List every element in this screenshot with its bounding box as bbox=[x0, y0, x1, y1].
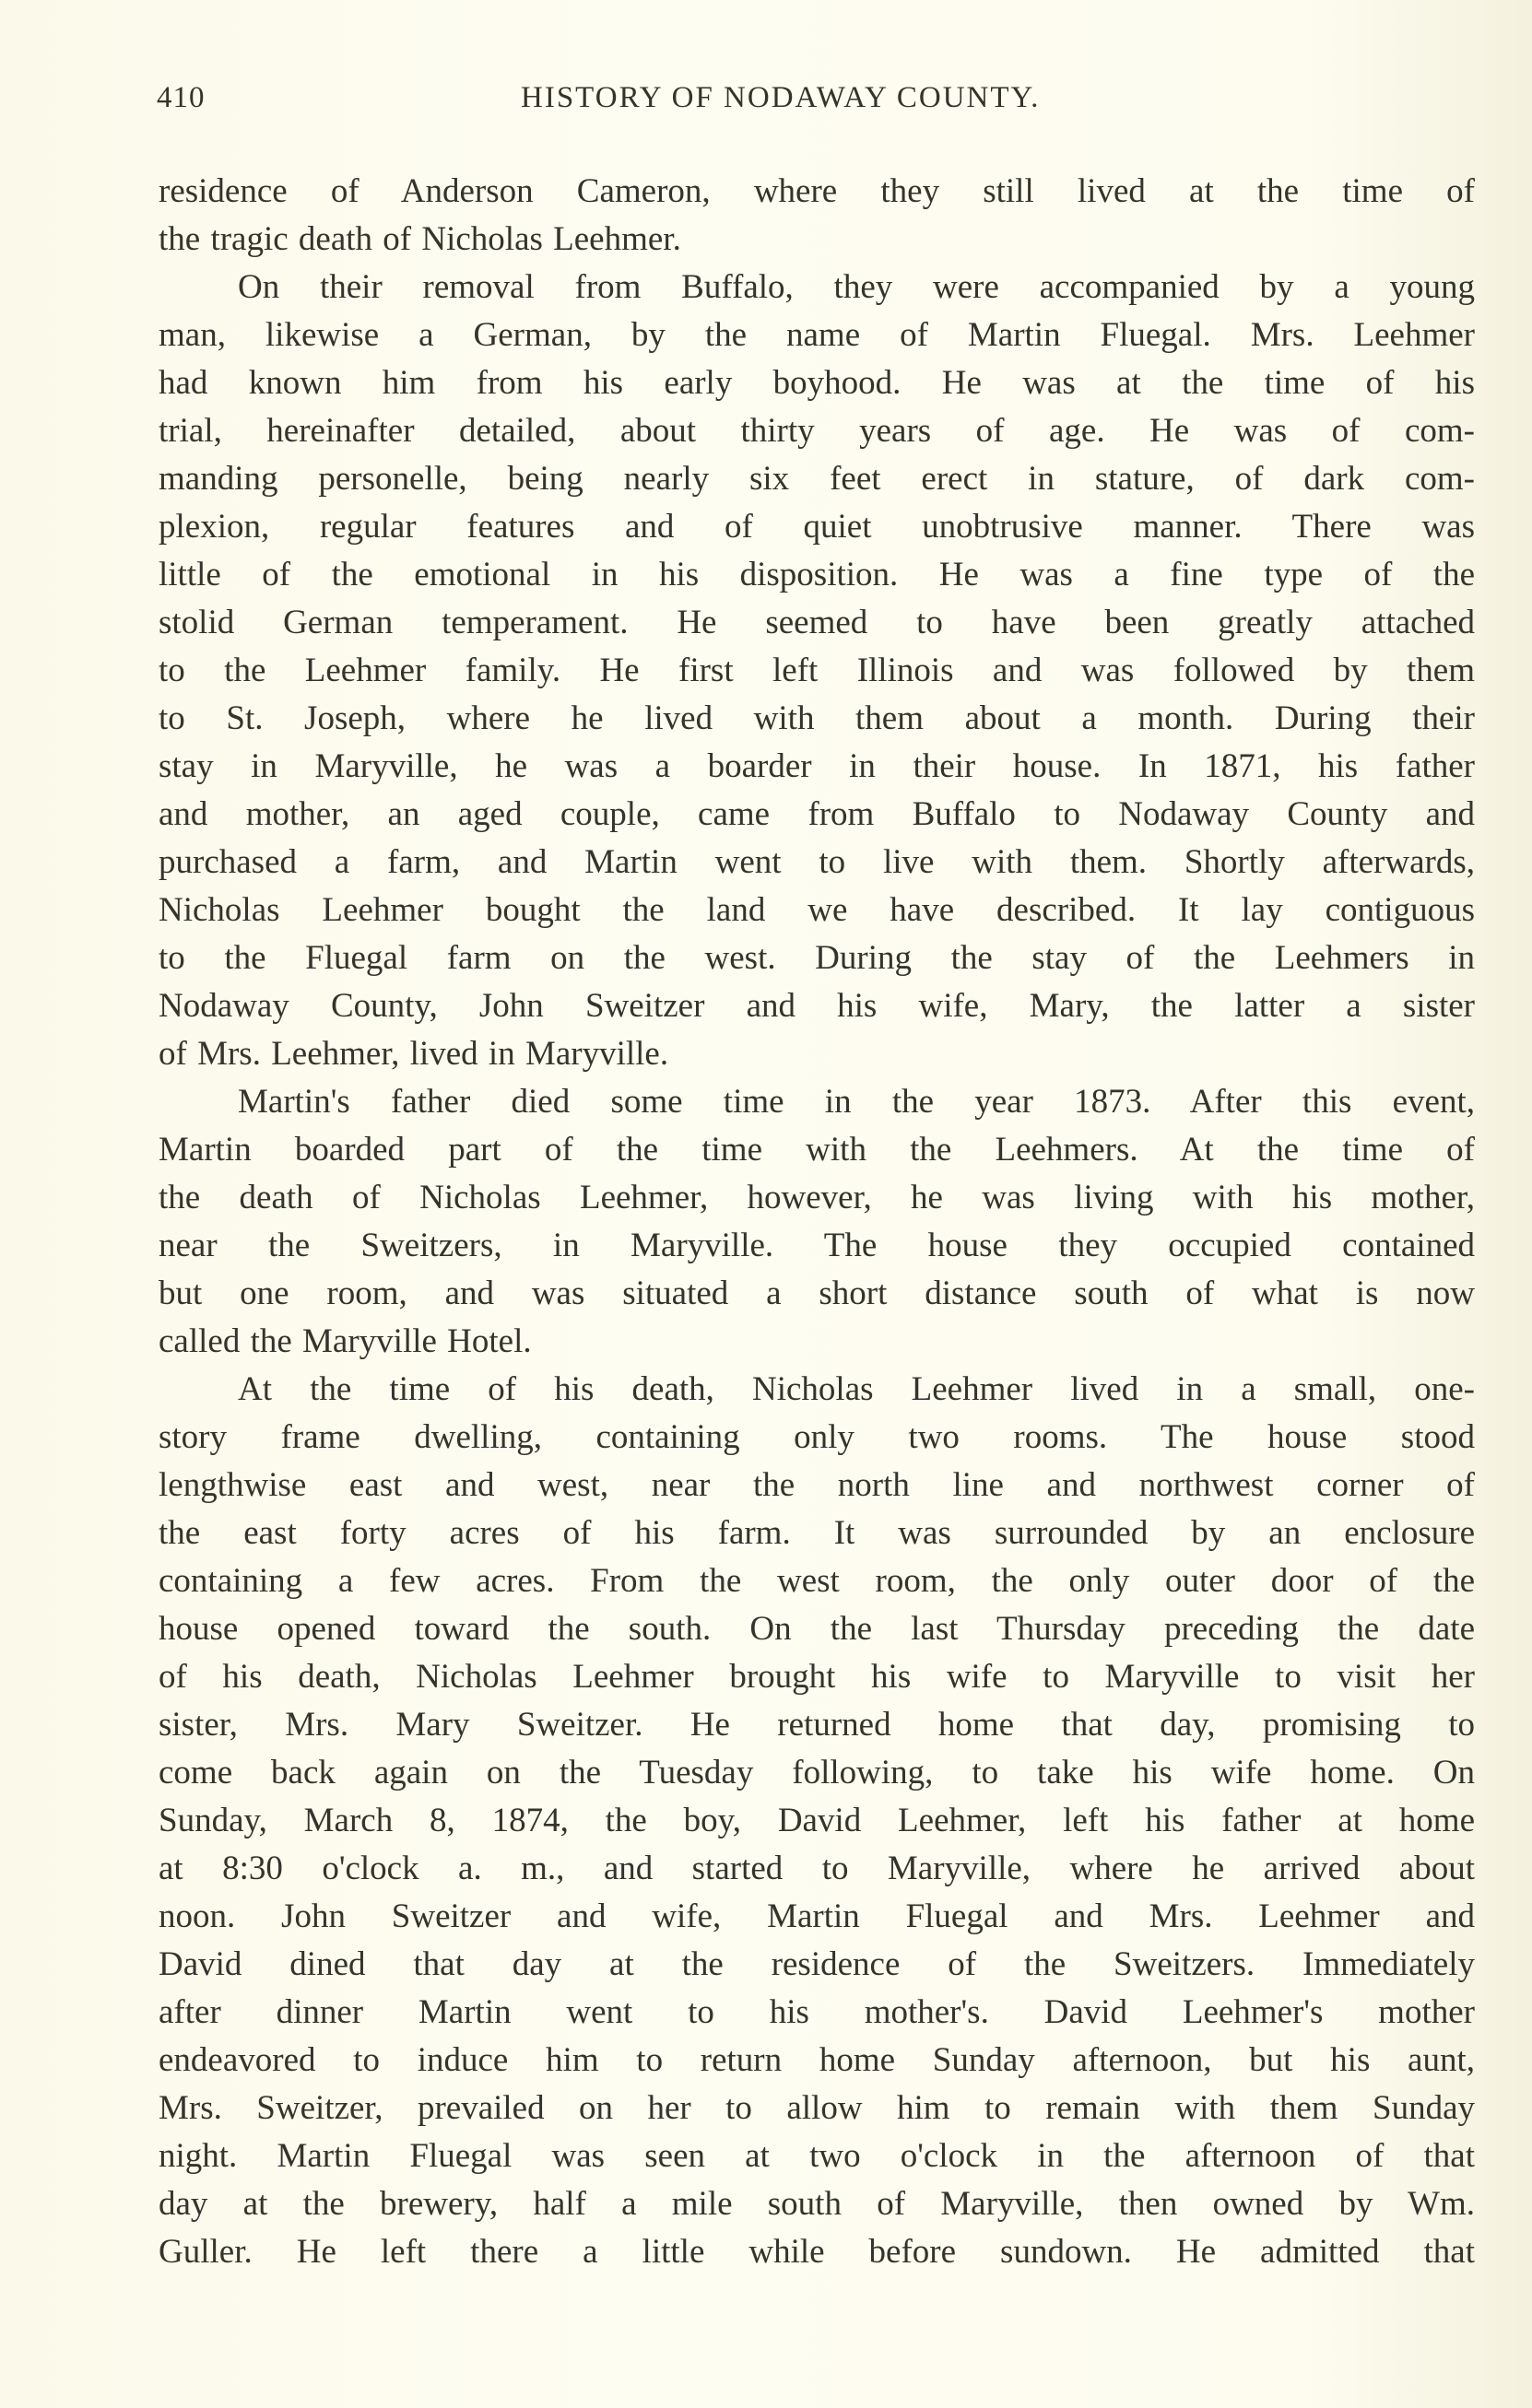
text-line: containing a few acres. From the west room, the only outer door of the bbox=[159, 1562, 1475, 1600]
paragraph bbox=[159, 1078, 1475, 1366]
text-line: At the time of his death, Nicholas Leehmer lived in a small, one- bbox=[238, 1370, 1475, 1408]
text-line: after dinner Martin went to his mother's. David Leehmer's mother bbox=[159, 1993, 1475, 2031]
text-line: man, likewise a German, by the name of Martin Fluegal. Mrs. Leehmer bbox=[159, 316, 1475, 354]
body-text bbox=[159, 168, 1475, 2276]
text-line: Guller. He left there a little while before sundown. He admitted that bbox=[159, 2233, 1475, 2271]
running-title: HISTORY OF NODAWAY COUNTY. bbox=[521, 81, 1041, 114]
text-line: at 8:30 o'clock a. m., and started to Maryville, where he arrived about bbox=[159, 1850, 1475, 1887]
text-line: Mrs. Sweitzer, prevailed on her to allow him to remain with them Sunday bbox=[159, 2089, 1475, 2127]
text-line: lengthwise east and west, near the north line and northwest corner of bbox=[159, 1466, 1475, 1504]
text-line: of Mrs. Leehmer, lived in Maryville. bbox=[159, 1035, 669, 1073]
text-line: sister, Mrs. Mary Sweitzer. He returned home that day, promising to bbox=[159, 1706, 1475, 1744]
text-line: called the Maryville Hotel. bbox=[159, 1322, 532, 1360]
text-line: the east forty acres of his farm. It was surrounded by an enclosure bbox=[159, 1514, 1475, 1552]
text-line: to the Fluegal farm on the west. During the stay of the Leehmers in bbox=[159, 939, 1475, 977]
text-line: stolid German temperament. He seemed to have been greatly attached bbox=[159, 604, 1475, 641]
text-line: but one room, and was situated a short distance south of what is now bbox=[159, 1274, 1475, 1312]
text-line: purchased a farm, and Martin went to live with them. Shortly afterwards, bbox=[159, 843, 1475, 881]
text-line: endeavored to induce him to return home Sunday afternoon, but his aunt, bbox=[159, 2041, 1475, 2079]
text-line: night. Martin Fluegal was seen at two o'clock in the afternoon of that bbox=[159, 2137, 1475, 2175]
text-line: to the Leehmer family. He first left Illinois and was followed by them bbox=[159, 652, 1475, 689]
paragraph bbox=[159, 168, 1475, 264]
text-line: day at the brewery, half a mile south of Maryville, then owned by Wm. bbox=[159, 2185, 1475, 2223]
paragraph bbox=[159, 264, 1475, 1078]
text-line: manding personelle, being nearly six feet erect in stature, of dark com- bbox=[159, 460, 1475, 498]
text-line: story frame dwelling, containing only two rooms. The house stood bbox=[159, 1418, 1475, 1456]
text-line: trial, hereinafter detailed, about thirty years of age. He was of com- bbox=[159, 412, 1475, 450]
text-line: plexion, regular features and of quiet unobtrusive manner. There was bbox=[159, 508, 1475, 546]
text-line: Martin's father died some time in the year 1873. After this event, bbox=[238, 1083, 1475, 1121]
text-line: Nicholas Leehmer bought the land we have described. It lay contiguous bbox=[159, 891, 1475, 929]
text-line: David dined that day at the residence of the Sweitzers. Immediately bbox=[159, 1945, 1475, 1983]
text-line: the death of Nicholas Leehmer, however, he was living with his mother, bbox=[159, 1179, 1475, 1216]
text-line: to St. Joseph, where he lived with them about a month. During their bbox=[159, 699, 1475, 737]
text-line: come back again on the Tuesday following, to take his wife home. On bbox=[159, 1754, 1475, 1791]
text-line: Nodaway County, John Sweitzer and his wife, Mary, the latter a sister bbox=[159, 987, 1475, 1025]
text-line: the tragic death of Nicholas Leehmer. bbox=[159, 220, 681, 258]
text-line: near the Sweitzers, in Maryville. The house they occupied contained bbox=[159, 1227, 1475, 1264]
page-number: 410 bbox=[157, 81, 206, 114]
text-line: On their removal from Buffalo, they were accompanied by a young bbox=[238, 268, 1475, 306]
text-line: of his death, Nicholas Leehmer brought his wife to Maryville to visit her bbox=[159, 1658, 1475, 1696]
paragraph bbox=[159, 1366, 1475, 2276]
text-line: Sunday, March 8, 1874, the boy, David Leehmer, left his father at home bbox=[159, 1802, 1475, 1839]
text-line: Martin boarded part of the time with the Leehmers. At the time of bbox=[159, 1131, 1475, 1169]
text-line: noon. John Sweitzer and wife, Martin Fluegal and Mrs. Leehmer and bbox=[159, 1897, 1475, 1935]
text-line: little of the emotional in his disposition. He was a fine type of the bbox=[159, 556, 1475, 593]
text-line: stay in Maryville, he was a boarder in their house. In 1871, his father bbox=[159, 747, 1475, 785]
text-line: house opened toward the south. On the last Thursday preceding the date bbox=[159, 1610, 1475, 1648]
page-header bbox=[157, 81, 1475, 127]
text-line: and mother, an aged couple, came from Buffalo to Nodaway County and bbox=[159, 795, 1475, 833]
text-line: had known him from his early boyhood. He was at the time of his bbox=[159, 364, 1475, 402]
text-line: residence of Anderson Cameron, where they still lived at the time of bbox=[159, 172, 1475, 210]
